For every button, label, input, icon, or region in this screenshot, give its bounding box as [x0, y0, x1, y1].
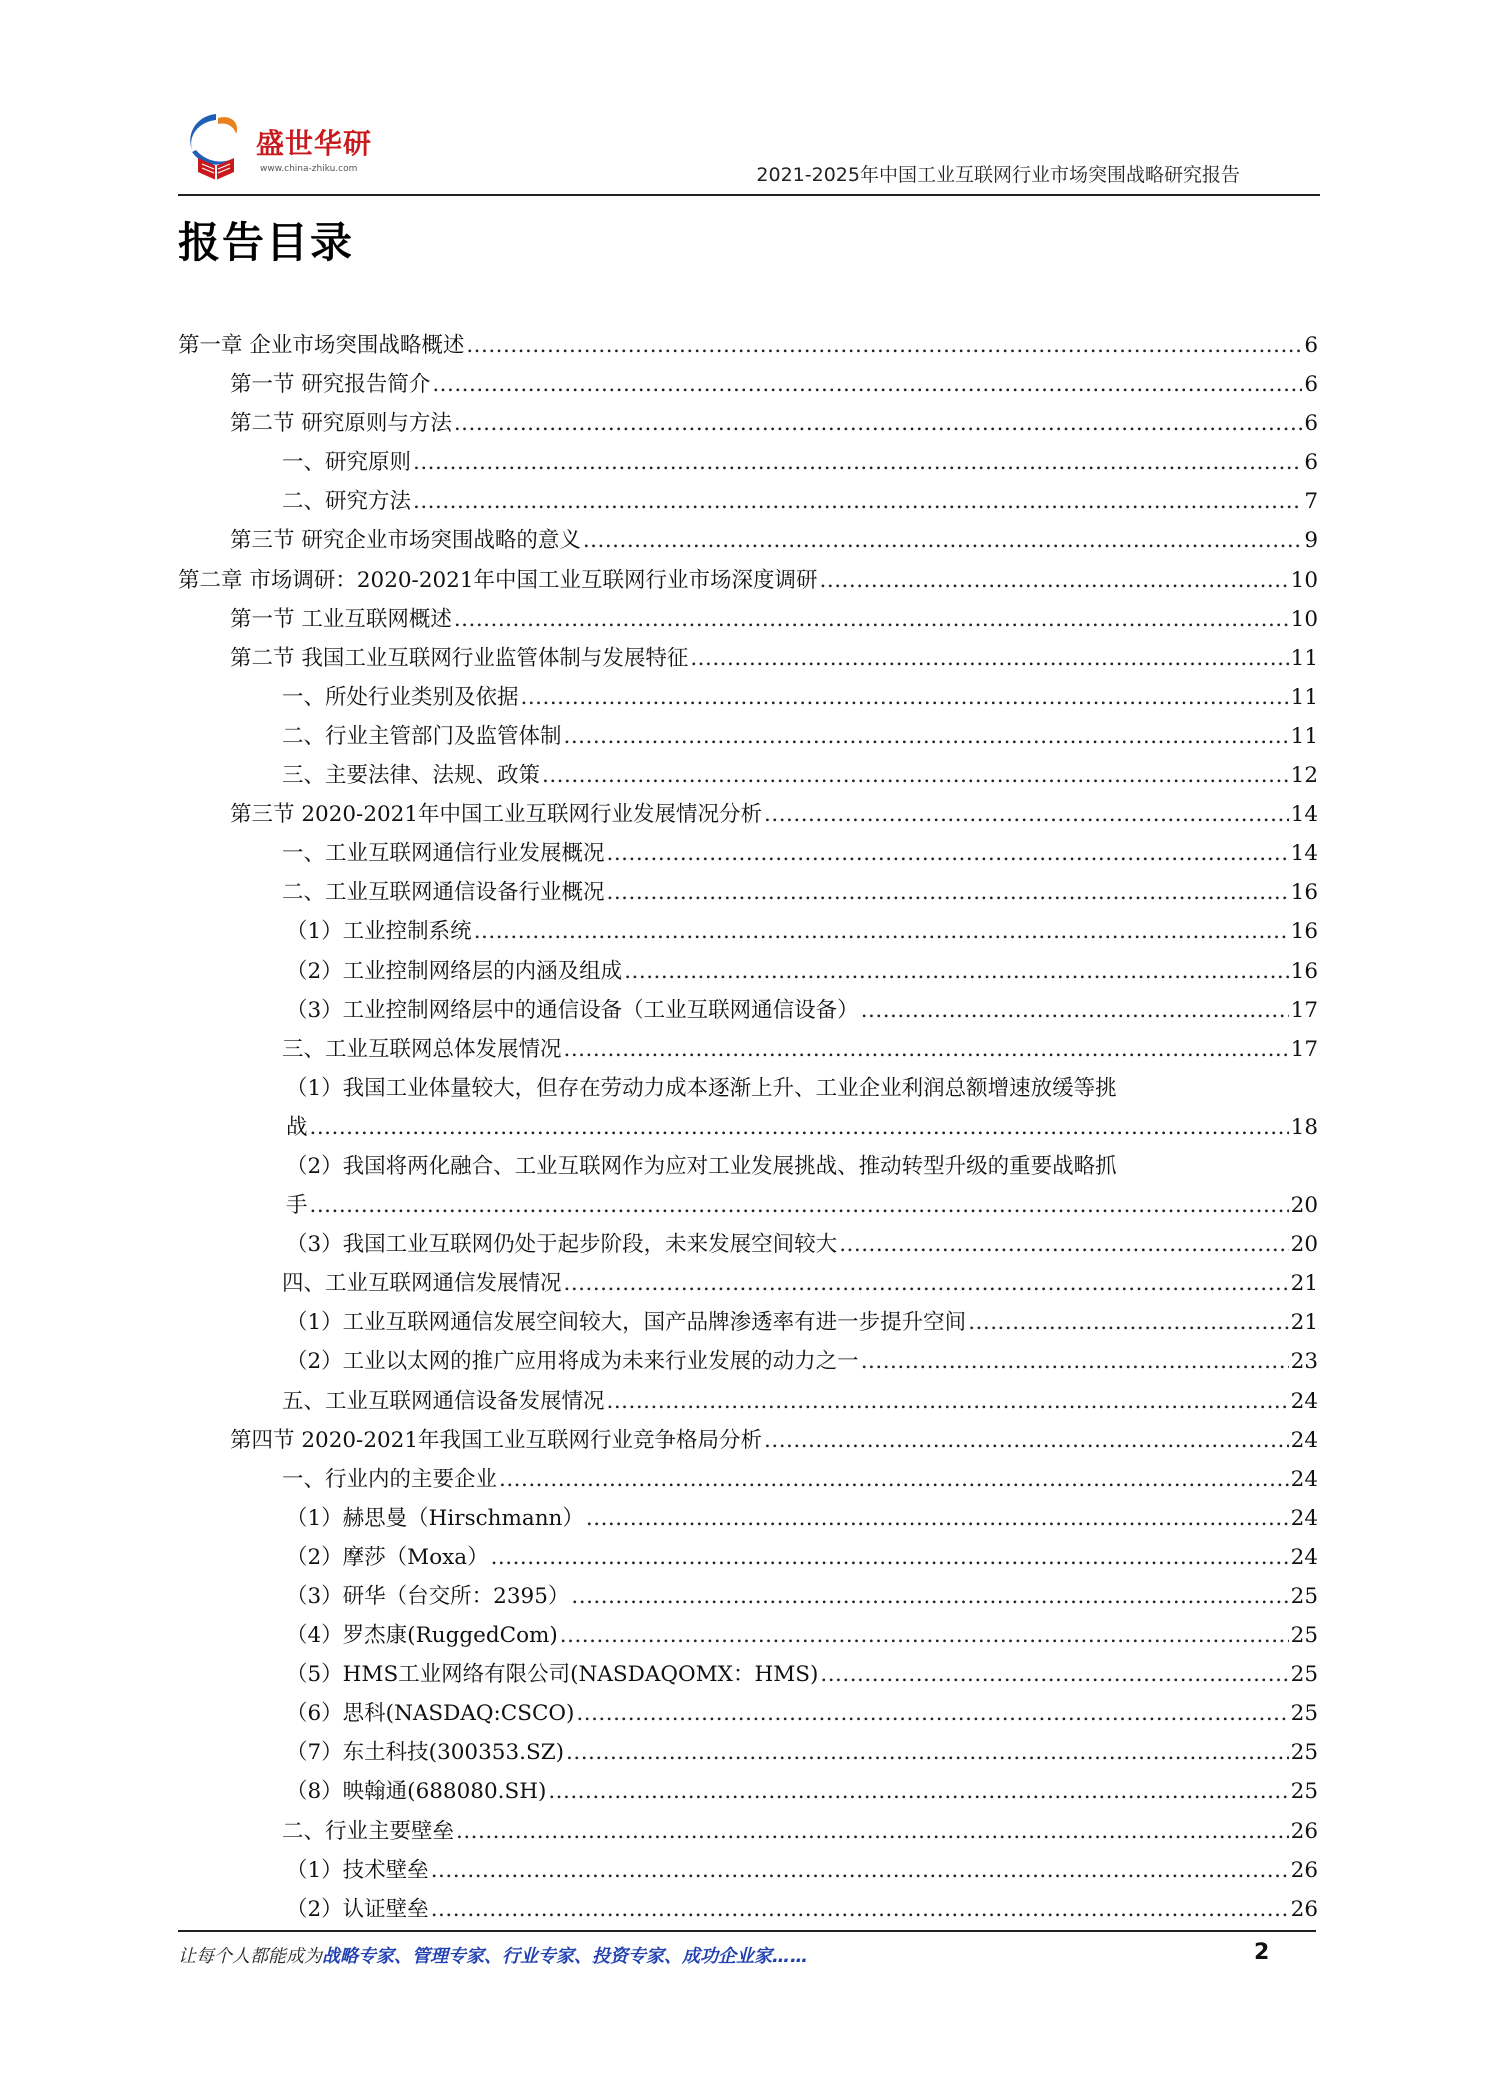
dot-leader: [764, 1421, 1289, 1460]
dot-leader: [454, 600, 1289, 639]
dot-leader: [432, 365, 1302, 404]
toc-entry-title: （1）工业互联网通信发展空间较大，国产品牌渗透率有进一步提升空间: [286, 1310, 967, 1336]
toc-entry[interactable]: [178, 1499, 1318, 1538]
dot-leader: [624, 952, 1288, 991]
toc-entry-title: （1）我国工业体量较大，但存在劳动力成本逐渐上升、工业企业利润总额增速放缓等挑: [286, 1075, 1117, 1101]
toc-entry-title: 四、工业互联网通信发展情况: [282, 1271, 562, 1297]
toc-page-number: 25: [1290, 1779, 1318, 1805]
toc-entry-title: 五、工业互联网通信设备发展情况: [282, 1388, 605, 1414]
toc-entry[interactable]: [178, 1772, 1318, 1811]
dot-leader: [454, 404, 1302, 443]
toc-entry-title: 二、行业主管部门及监管体制: [282, 723, 562, 749]
toc-page-number: 12: [1290, 763, 1318, 789]
dot-leader: [861, 991, 1289, 1030]
toc-entry[interactable]: [178, 1812, 1318, 1851]
dot-leader: [968, 1303, 1288, 1342]
toc-entry-title: 第二节 我国工业互联网行业监管体制与发展特征: [230, 645, 689, 671]
dot-leader: [542, 756, 1289, 795]
logo-name: 盛世华研: [256, 127, 373, 160]
toc-entry-title: （6）思科(NASDAQ:CSCO): [286, 1701, 575, 1727]
toc-page-number: 10: [1290, 606, 1318, 632]
dot-leader: [586, 1499, 1289, 1538]
toc-entry[interactable]: [178, 1538, 1318, 1577]
toc-entry[interactable]: [178, 365, 1318, 404]
toc-entry[interactable]: [178, 521, 1318, 560]
dot-leader: [474, 912, 1289, 951]
toc-page-number: 16: [1290, 958, 1318, 984]
toc-page-number: 11: [1290, 645, 1318, 671]
toc-page-number: 6: [1304, 411, 1318, 437]
slogan-lead: 让每个人都能成为: [178, 1946, 322, 1967]
dot-leader: [690, 639, 1288, 678]
toc-page-number: 25: [1290, 1584, 1318, 1609]
toc-entry-title: 第一节 工业互联网概述: [230, 606, 452, 632]
toc-page-number: 10: [1290, 567, 1318, 593]
toc-entry-title: （2）工业控制网络层的内涵及组成: [286, 958, 623, 984]
toc-page-number: 25: [1290, 1701, 1318, 1727]
logo-url: www.china-zhiku.com: [260, 164, 358, 174]
toc-page-number: 7: [1304, 489, 1318, 515]
toc-entry-title: （1）赫思曼（Hirschmann）: [286, 1505, 584, 1531]
toc-page-number: 14: [1290, 802, 1318, 828]
dot-leader: [820, 561, 1289, 600]
toc-entry[interactable]: [178, 795, 1318, 834]
toc-entry-title: （2）摩莎（Moxa）: [286, 1544, 489, 1570]
dot-leader: [583, 521, 1302, 560]
toc-entry[interactable]: [178, 678, 1318, 717]
toc-entry-title: （5）HMS工业网络有限公司(NASDAQOMX：HMS): [286, 1662, 819, 1688]
company-logo: [178, 108, 438, 186]
dot-leader: [576, 1694, 1288, 1733]
toc-entry-title: 三、工业互联网总体发展情况: [282, 1036, 562, 1062]
toc-entry[interactable]: [178, 717, 1318, 756]
toc-entry[interactable]: [178, 1733, 1318, 1772]
dot-leader: [548, 1772, 1288, 1811]
toc-entry-title: （1）工业控制系统: [286, 919, 472, 945]
toc-entry-title: 一、工业互联网通信行业发展概况: [282, 841, 605, 867]
dot-leader: [521, 678, 1289, 717]
toc-page-number: 11: [1290, 684, 1318, 710]
toc-entry[interactable]: [178, 1421, 1318, 1460]
toc-entry[interactable]: [178, 600, 1318, 639]
toc-page-number: 24: [1290, 1388, 1318, 1414]
toc-entry-title: （3）工业控制网络层中的通信设备（工业互联网通信设备）: [286, 997, 859, 1023]
toc-entry-title: （3）我国工业互联网仍处于起步阶段，未来发展空间较大: [286, 1232, 838, 1258]
header-divider: [178, 194, 1320, 196]
dot-leader: [564, 1264, 1289, 1303]
toc-page-number: 26: [1290, 1818, 1318, 1844]
page-title: 报告目录: [178, 218, 355, 267]
toc-page-number: 23: [1290, 1349, 1318, 1375]
toc-entry-title: 一、所处行业类别及依据: [282, 684, 519, 710]
dot-leader: [564, 1030, 1289, 1069]
toc-page-number: 25: [1290, 1740, 1318, 1766]
toc-entry-title: 一、研究原则: [282, 450, 412, 476]
toc-entry[interactable]: [178, 326, 1318, 365]
toc-entry[interactable]: [178, 1655, 1318, 1694]
toc-entry[interactable]: [178, 561, 1318, 600]
dot-leader: [564, 717, 1289, 756]
toc-entry-title: 第三节 2020-2021年中国工业互联网行业发展情况分析: [230, 802, 763, 828]
toc-entry-title: 二、行业主要壁垒: [282, 1818, 455, 1844]
toc-page-number: 17: [1290, 1036, 1318, 1062]
dot-leader: [310, 1186, 1289, 1225]
toc-entry-title: （1）技术壁垒: [286, 1857, 429, 1883]
dot-leader: [764, 795, 1289, 834]
toc-page-number: 24: [1290, 1505, 1318, 1531]
dot-leader: [820, 1655, 1288, 1694]
dot-leader: [456, 1812, 1289, 1851]
toc-page-number: 24: [1290, 1427, 1318, 1453]
dot-leader: [431, 1851, 1289, 1890]
toc-page-number: 26: [1290, 1896, 1318, 1922]
toc-entry[interactable]: [178, 404, 1318, 443]
toc-page-number: 25: [1290, 1662, 1318, 1688]
toc-entry[interactable]: [178, 1069, 1318, 1147]
toc-entry[interactable]: [178, 1303, 1318, 1342]
toc-entry-title: 三、主要法律、法规、政策: [282, 763, 541, 789]
toc-entry-title: （2）认证壁垒: [286, 1896, 429, 1922]
toc-entry[interactable]: [178, 1460, 1318, 1499]
dot-leader: [499, 1460, 1289, 1499]
slogan-roles: 战略专家、管理专家、行业专家、投资专家、成功企业家……: [322, 1946, 808, 1967]
toc-page-number: 26: [1290, 1857, 1318, 1883]
toc-entry[interactable]: [178, 639, 1318, 678]
toc-entry[interactable]: [178, 1382, 1318, 1421]
toc-entry-title: 第二节 研究原则与方法: [230, 411, 452, 437]
toc-page-number: 20: [1290, 1193, 1318, 1219]
toc-entry-title: 一、行业内的主要企业: [282, 1466, 498, 1492]
footer-divider: [178, 1930, 1316, 1932]
toc-entry[interactable]: [178, 1342, 1318, 1381]
dot-leader: [413, 443, 1302, 482]
toc-page-number: 6: [1304, 372, 1318, 398]
toc-entry-title: 二、研究方法: [282, 489, 412, 515]
dot-leader: [607, 834, 1289, 873]
toc-page-number: 16: [1290, 880, 1318, 906]
toc-page-number: 11: [1290, 723, 1318, 749]
toc-entry[interactable]: [178, 1264, 1318, 1303]
dot-leader: [413, 482, 1302, 521]
toc-entry[interactable]: [178, 443, 1318, 482]
toc-entry-title: 第三节 研究企业市场突围战略的意义: [230, 528, 581, 554]
toc-page-number: 24: [1290, 1544, 1318, 1570]
dot-leader: [571, 1577, 1288, 1616]
toc-entry-title: （8）映翰通(688080.SH): [286, 1779, 547, 1805]
toc-entry[interactable]: [178, 952, 1318, 991]
toc-entry-title: 第四节 2020-2021年我国工业互联网行业竞争格局分析: [230, 1427, 763, 1453]
footer-slogan: [178, 1942, 808, 1968]
toc-entry-title: 第一章 企业市场突围战略概述: [178, 333, 465, 358]
toc-entry-title-continuation: 手: [286, 1193, 308, 1219]
toc-entry[interactable]: [178, 756, 1318, 795]
dot-leader: [560, 1616, 1289, 1655]
toc-entry[interactable]: [178, 912, 1318, 951]
toc-entry[interactable]: [178, 1694, 1318, 1733]
toc-entry[interactable]: [178, 1616, 1318, 1655]
toc-entry-title: （2）我国将两化融合、工业互联网作为应对工业发展挑战、推动转型升级的重要战略抓: [286, 1153, 1117, 1179]
toc-page-number: 21: [1290, 1310, 1318, 1336]
toc-entry-title: （4）罗杰康(RuggedCom): [286, 1623, 558, 1649]
toc-entry[interactable]: [178, 1577, 1318, 1616]
dot-leader: [607, 873, 1289, 912]
dot-leader: [431, 1890, 1289, 1929]
toc-page-number: 17: [1290, 997, 1318, 1023]
toc-page-number: 18: [1290, 1114, 1318, 1140]
dot-leader: [491, 1538, 1289, 1577]
toc-entry-title: （3）研华（台交所：2395）: [286, 1584, 570, 1609]
toc-page-number: 6: [1304, 450, 1318, 476]
dot-leader: [861, 1342, 1289, 1381]
toc-page-number: 14: [1290, 841, 1318, 867]
toc-page-number: 9: [1304, 528, 1318, 554]
toc-entry[interactable]: [178, 1851, 1318, 1890]
toc-entry-title: 二、工业互联网通信设备行业概况: [282, 880, 605, 906]
toc-entry[interactable]: [178, 834, 1318, 873]
book-swirl-logo-icon: [178, 108, 256, 186]
toc-entry[interactable]: [178, 482, 1318, 521]
document-title: 2021-2025年中国工业互联网行业市场突围战略研究报告: [756, 164, 1240, 186]
page-number: 2: [1254, 1940, 1270, 1965]
toc-page-number: 21: [1290, 1271, 1318, 1297]
toc-entry[interactable]: [178, 873, 1318, 912]
toc-page-number: 16: [1290, 919, 1318, 945]
toc-entry[interactable]: [178, 1030, 1318, 1069]
dot-leader: [466, 326, 1302, 365]
toc-entry-title: （2）工业以太网的推广应用将成为未来行业发展的动力之一: [286, 1349, 859, 1375]
dot-leader: [839, 1225, 1288, 1264]
toc-entry-title-continuation: 战: [286, 1114, 308, 1140]
toc-entry[interactable]: [178, 1225, 1318, 1264]
toc-entry[interactable]: [178, 991, 1318, 1030]
toc-page-number: 24: [1290, 1466, 1318, 1492]
toc-entry[interactable]: [178, 1890, 1318, 1929]
toc-entry-title: 第二章 市场调研：2020-2021年中国工业互联网行业市场深度调研: [178, 567, 818, 593]
dot-leader: [310, 1108, 1289, 1147]
dot-leader: [607, 1382, 1289, 1421]
dot-leader: [566, 1733, 1289, 1772]
toc-entry-title: 第一节 研究报告简介: [230, 372, 431, 398]
toc-entry[interactable]: [178, 1147, 1318, 1225]
toc-page-number: 6: [1304, 333, 1318, 358]
toc-page-number: 25: [1290, 1623, 1318, 1649]
table-of-contents: [178, 326, 1318, 1929]
toc-entry-title: （7）东土科技(300353.SZ): [286, 1740, 565, 1766]
toc-page-number: 20: [1290, 1232, 1318, 1258]
